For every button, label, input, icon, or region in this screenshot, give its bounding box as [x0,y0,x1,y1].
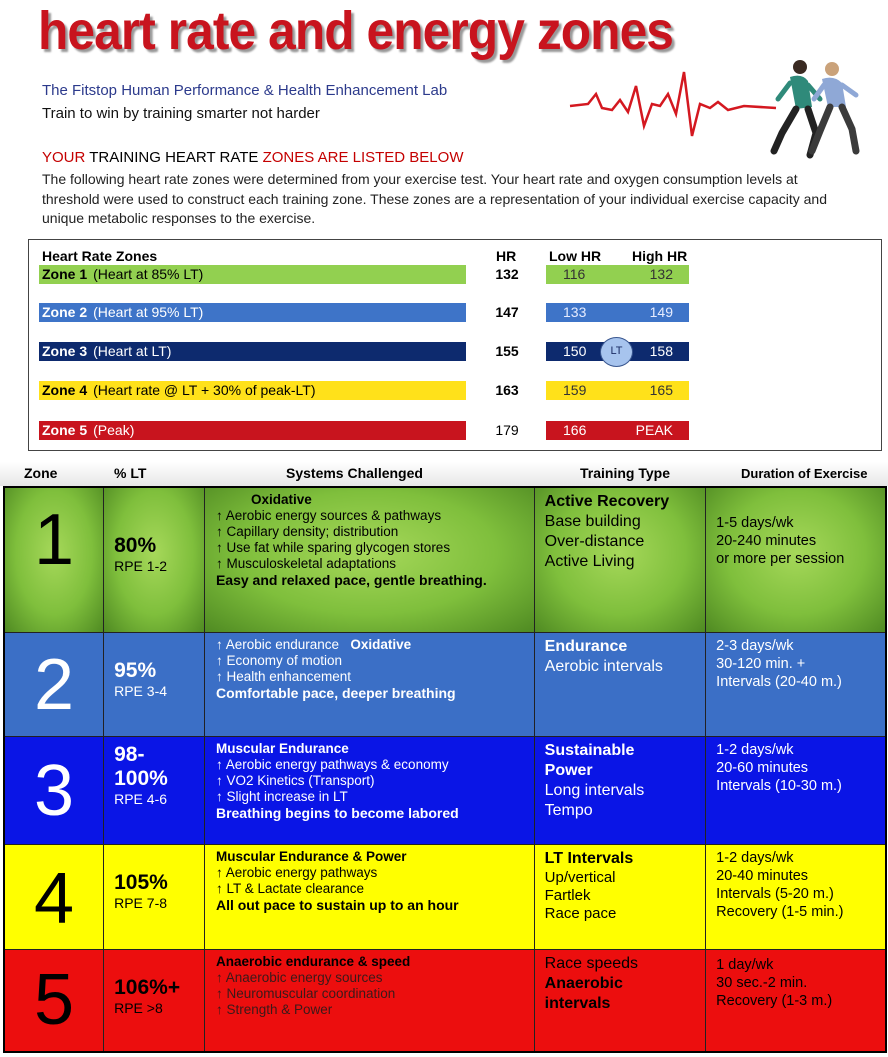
zone-5-range: 166 PEAK [546,421,689,440]
training-type: LT Intervals Up/vertical Fartlek Race pace [534,844,706,949]
zone-number: 1 [4,487,104,632]
zone-bar-2: Zone 2 (Heart at 95% LT) [39,303,466,322]
training-type: Race speeds Anaerobic intervals [534,949,706,1052]
zone-4-range: 159 165 [546,381,689,400]
header-systems: Systems Challenged [286,465,423,481]
zone-1-range: 116 132 [546,265,689,284]
zone-3-range: 150 158 [546,342,689,361]
lt-percent: 105% RPE 7-8 [104,844,205,949]
lt-percent: 80% RPE 1-2 [104,487,205,632]
page-title: heart rate and energy zones [38,1,674,61]
systems-challenged: ↑ Aerobic endurance Oxidative ↑ Economy of motion ↑ Health enhancement Comfortable pace, deeper breathing [204,632,534,736]
training-type: Endurance Aerobic intervals [534,632,706,736]
zone-bar-4: Zone 4 (Heart rate @ LT + 30% of peak-LT) [39,381,466,400]
zone-number: 2 [4,632,104,736]
systems-challenged: Muscular Endurance & Power ↑ Aerobic energy pathways ↑ LT & Lactate clearance All out pace to sustain up to an hour [204,844,534,949]
duration: 2-3 days/wk 30-120 min. + Intervals (20-40 m.) [706,632,886,736]
lt-badge: LT [600,337,633,367]
lt-percent: 98- 100% RPE 4-6 [104,736,205,844]
table-row [4,844,886,949]
table-row [4,487,886,632]
lt-percent: 106%+ RPE >8 [104,949,205,1052]
zone-bar-1: Zone 1 (Heart at 85% LT) [39,265,466,284]
col-heart-rate-zones: Heart Rate Zones [42,248,158,264]
zone-4-hr: 163 [495,382,519,398]
duration: 1-5 days/wk 20-240 minutes or more per session [706,487,886,632]
training-type: Sustainable Power Long intervals Tempo [534,736,706,844]
zone-bar-5: Zone 5 (Peak) [39,421,466,440]
systems-challenged: Anaerobic endurance & speed ↑ Anaerobic energy sources ↑ Neuromuscular coordination ↑ Strength & Power [204,949,534,1052]
col-high-hr: High HR [632,248,688,264]
intro-paragraph: The following heart rate zones were determined from your exercise test. Your heart rate and oxygen consumption levels at threshold were used to construct each training zone. These zones are a representation of your individual exercise capacity and unique metabolic responses to the exercise. [42,171,827,226]
zone-2-hr: 147 [495,304,519,320]
lab-name: The Fitstop Human Performance & Health Enhancement Lab [42,82,448,99]
zone-3-hr: 155 [495,343,519,359]
table-row [4,736,886,844]
lt-percent: 95% RPE 3-4 [104,632,205,736]
energy-zones-table [3,486,887,1053]
zone-2-range: 133 149 [546,303,689,322]
systems-challenged: Oxidative ↑ Aerobic energy sources & pathways ↑ Capillary density; distribution ↑ Use fat while sparing glycogen stores ↑ Musculoskeletal adaptations Easy and relaxed pace, gentle breathing. [204,487,534,632]
zone-number: 5 [4,949,104,1052]
zones-heading: YOUR TRAINING HEART RATE ZONES ARE LISTED BELOW [42,149,464,166]
col-hr: HR [496,248,517,264]
col-low-hr: Low HR [549,248,602,264]
table-row [4,632,886,736]
header-zone: Zone [24,465,58,481]
zone-5-hr: 179 [495,422,519,438]
duration: 1 day/wk 30 sec.-2 min. Recovery (1-3 m.) [706,949,886,1052]
header-training: Training Type [580,465,670,481]
systems-challenged: Muscular Endurance ↑ Aerobic energy pathways & economy ↑ VO2 Kinetics (Transport) ↑ Slight increase in LT Breathing begins to become labored [204,736,534,844]
zone-bar-3: Zone 3 (Heart at LT) [39,342,466,361]
motto: Train to win by training smarter not harder [42,105,320,122]
duration: 1-2 days/wk 20-40 minutes Intervals (5-20 m.) Recovery (1-5 min.) [706,844,886,949]
zone-number: 4 [4,844,104,949]
zone-number: 3 [4,736,104,844]
header-duration: Duration of Exercise [741,466,868,481]
duration: 1-2 days/wk 20-60 minutes Intervals (10-30 m.) [706,736,886,844]
heartbeat-icon [568,64,778,144]
zone-1-hr: 132 [495,266,519,282]
energy-table-header [0,462,888,486]
runners-icon [760,55,870,165]
training-type: Active Recovery Base building Over-distance Active Living [534,487,706,632]
header-lt: % LT [114,465,147,481]
table-row [4,949,886,1052]
